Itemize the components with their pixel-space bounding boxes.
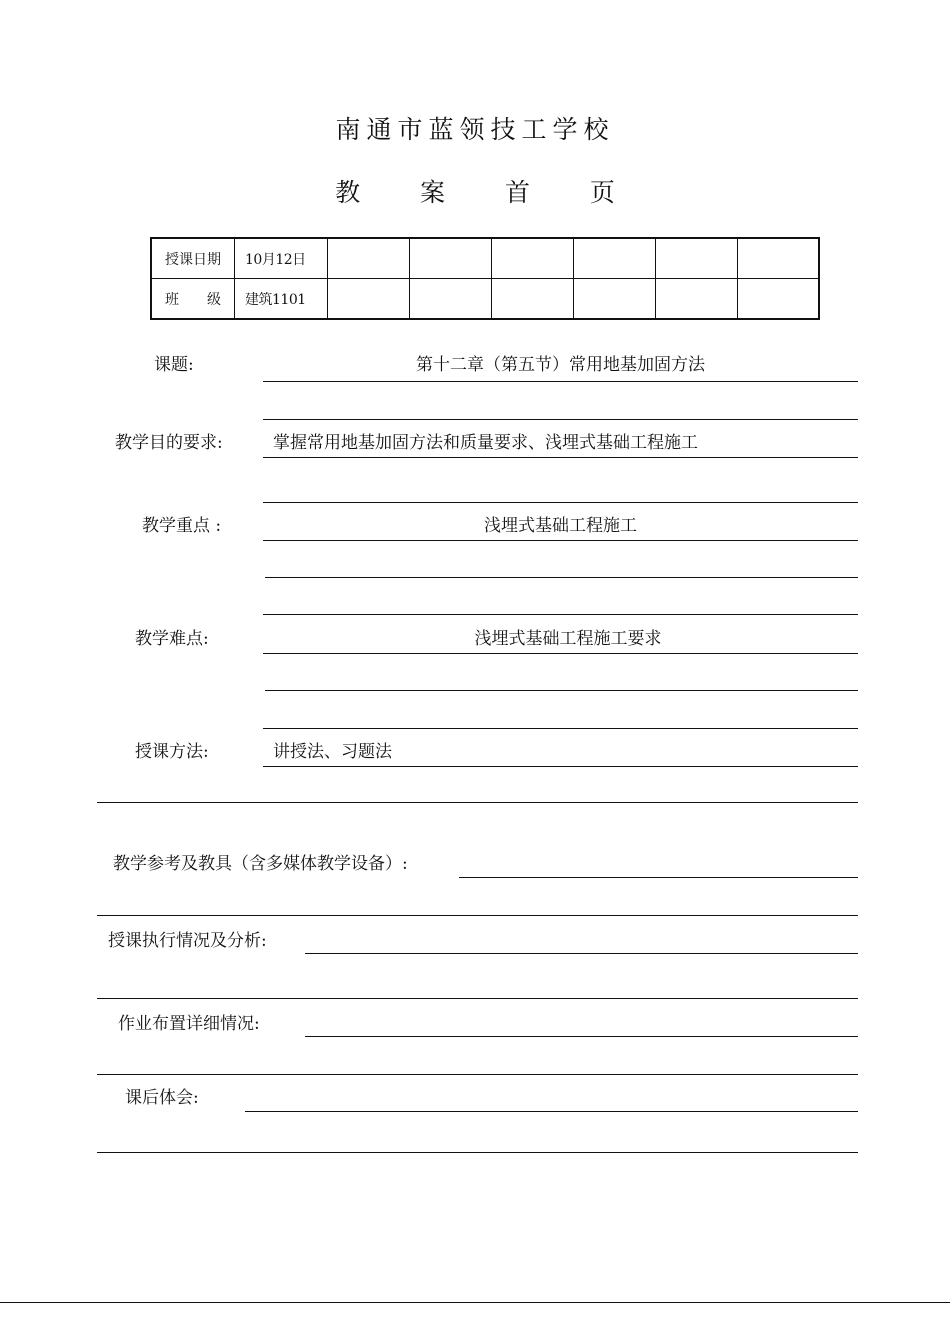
difficulties-value: 浅埋式基础工程施工要求 <box>474 629 662 649</box>
section-divider <box>97 998 858 999</box>
execution-rule <box>305 953 858 954</box>
section-divider <box>97 915 858 916</box>
key-points-label: 教学重点 : <box>142 516 222 536</box>
section-divider <box>97 802 858 803</box>
key-points-rule-top <box>263 502 858 503</box>
difficulties-label: 教学难点: <box>135 629 209 649</box>
date-cell-empty <box>655 238 737 279</box>
date-value: 10月12日 <box>235 238 328 279</box>
class-cell-empty <box>409 279 491 320</box>
execution-label: 授课执行情况及分析: <box>108 931 267 951</box>
topic-value: 第十二章（第五节）常用地基加固方法 <box>416 355 705 375</box>
class-row <box>151 279 819 320</box>
homework-label: 作业布置详细情况: <box>118 1014 260 1034</box>
date-cell-empty <box>328 238 410 279</box>
references-label: 教学参考及教具（含多媒体教学设备）: <box>113 854 408 874</box>
class-value: 建筑1101 <box>235 279 328 320</box>
objectives-value: 掌握常用地基加固方法和质量要求、浅埋式基础工程施工 <box>273 433 698 453</box>
key-points-rule-extra <box>265 577 858 578</box>
info-table <box>150 237 820 320</box>
class-cell-empty <box>491 279 573 320</box>
page-bottom-rule <box>0 1302 950 1303</box>
school-name: 南通市蓝领技工学校 <box>335 115 615 144</box>
objectives-rule-top <box>263 419 858 420</box>
method-label: 授课方法: <box>135 742 209 762</box>
section-divider <box>97 1074 858 1075</box>
references-rule <box>459 877 858 878</box>
document-title: 教 案 首 页 <box>335 178 641 207</box>
reflection-rule <box>245 1111 858 1112</box>
class-label: 班 级 <box>151 279 235 320</box>
method-rule-bottom <box>263 766 858 767</box>
difficulties-rule-bottom <box>263 653 858 654</box>
topic-rule <box>263 381 858 382</box>
method-value: 讲授法、习题法 <box>273 742 392 762</box>
key-points-rule-bottom <box>263 540 858 541</box>
date-label: 授课日期 <box>151 238 235 279</box>
homework-rule <box>305 1036 858 1037</box>
reflection-label: 课后体会: <box>125 1088 199 1108</box>
class-cell-empty <box>328 279 410 320</box>
key-points-value: 浅埋式基础工程施工 <box>484 516 637 536</box>
difficulties-rule-top <box>263 614 858 615</box>
class-cell-empty <box>655 279 737 320</box>
class-cell-empty <box>573 279 655 320</box>
date-row <box>151 238 819 279</box>
objectives-label: 教学目的要求: <box>115 433 223 453</box>
date-cell-empty <box>737 238 819 279</box>
method-rule-top <box>263 728 858 729</box>
objectives-rule-bottom <box>263 457 858 458</box>
date-cell-empty <box>409 238 491 279</box>
class-cell-empty <box>737 279 819 320</box>
date-cell-empty <box>491 238 573 279</box>
topic-label: 课题: <box>154 355 194 375</box>
difficulties-rule-extra <box>265 690 858 691</box>
date-cell-empty <box>573 238 655 279</box>
section-divider <box>97 1152 858 1153</box>
